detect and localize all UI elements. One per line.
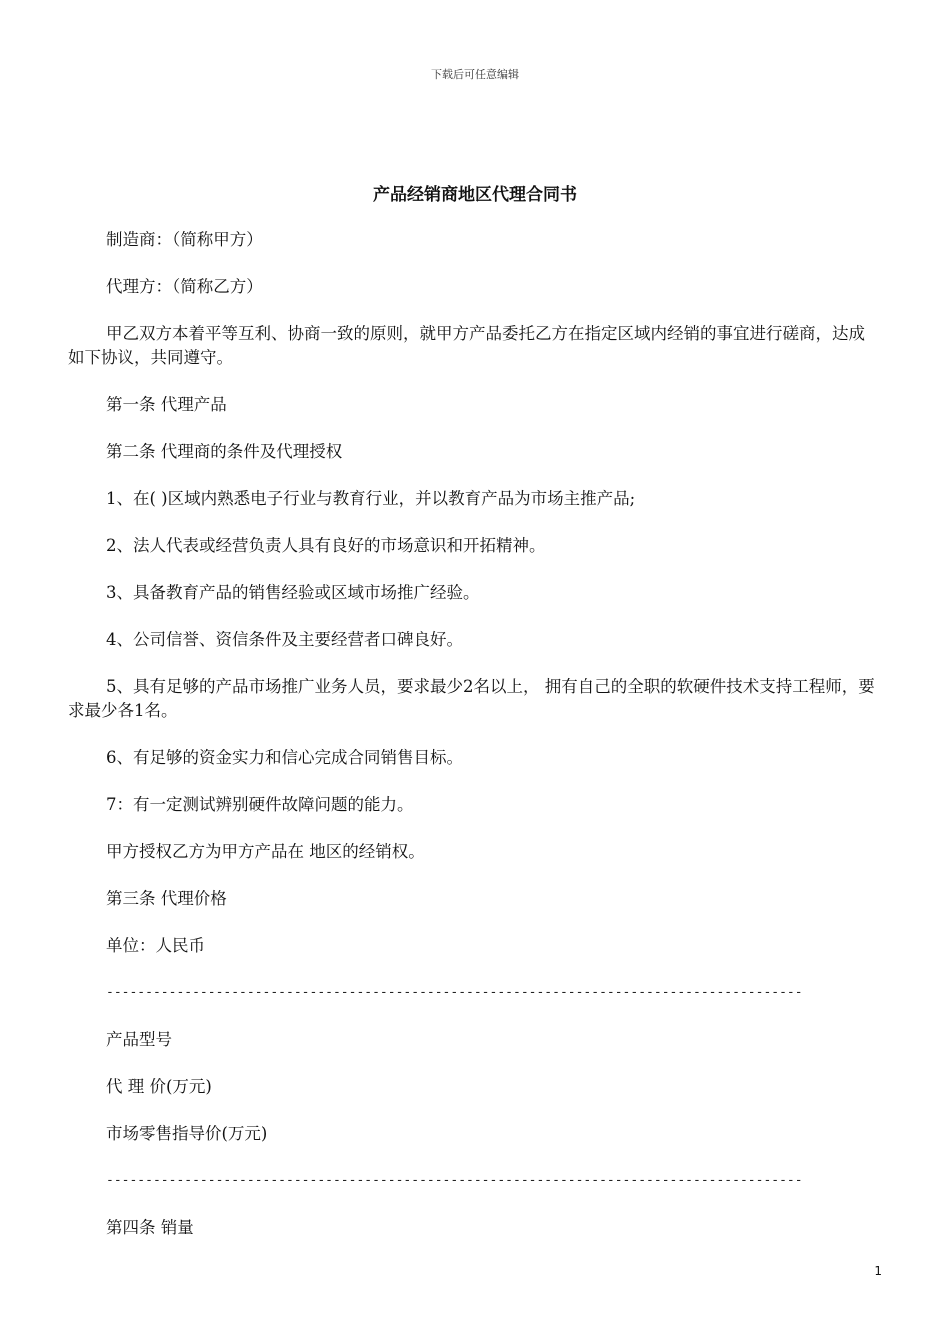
agent-line: 代理方：（简称乙方） — [106, 277, 263, 296]
page-number: 1 — [874, 1264, 882, 1278]
condition-item-3: 3、具备教育产品的销售经验或区域市场推广经验。 — [106, 583, 480, 602]
condition-item-1: 1、在( )区域内熟悉电子行业与教育行业，并以教育产品为市场主推产品; — [106, 489, 636, 508]
article-2-heading: 第二条 代理商的条件及代理授权 — [106, 442, 343, 461]
currency-unit-line: 单位：人民币 — [106, 936, 205, 955]
authorization-line: 甲方授权乙方为甲方产品在 地区的经销权。 — [106, 842, 425, 861]
dashed-separator-top: ----------------------------------------------------------------------------------------- — [106, 985, 803, 1000]
product-model-label: 产品型号 — [106, 1030, 172, 1049]
article-1-heading: 第一条 代理产品 — [106, 395, 227, 414]
condition-item-2: 2、法人代表或经营负责人具有良好的市场意识和开拓精神。 — [106, 536, 546, 555]
document-title: 产品经销商地区代理合同书 — [373, 185, 577, 205]
condition-item-5: 5、具有足够的产品市场推广业务人员，要求最少2名以上， 拥有自己的全职的软硬件技术支持工程师，要求最少各1名。 — [68, 677, 875, 720]
dashed-separator-bottom: ----------------------------------------------------------------------------------------- — [106, 1173, 803, 1188]
condition-item-7: 7：有一定测试辨别硬件故障问题的能力。 — [106, 795, 414, 814]
article-3-heading: 第三条 代理价格 — [106, 889, 227, 908]
document-body — [68, 228, 876, 1263]
manufacturer-line: 制造商：（简称甲方） — [106, 230, 263, 249]
header-note: 下载后可任意编辑 — [431, 68, 519, 81]
article-4-heading: 第四条 销量 — [106, 1218, 194, 1237]
condition-item-6: 6、有足够的资金实力和信心完成合同销售目标。 — [106, 748, 463, 767]
agent-price-label: 代 理 价(万元) — [106, 1077, 212, 1096]
preamble-paragraph: 甲乙双方本着平等互利、协商一致的原则，就甲方产品委托乙方在指定区域内经销的事宜进行磋商，达成如下协议，共同遵守。 — [68, 324, 865, 367]
retail-price-label: 市场零售指导价(万元) — [106, 1124, 268, 1143]
condition-item-4: 4、公司信誉、资信条件及主要经营者口碑良好。 — [106, 630, 463, 649]
